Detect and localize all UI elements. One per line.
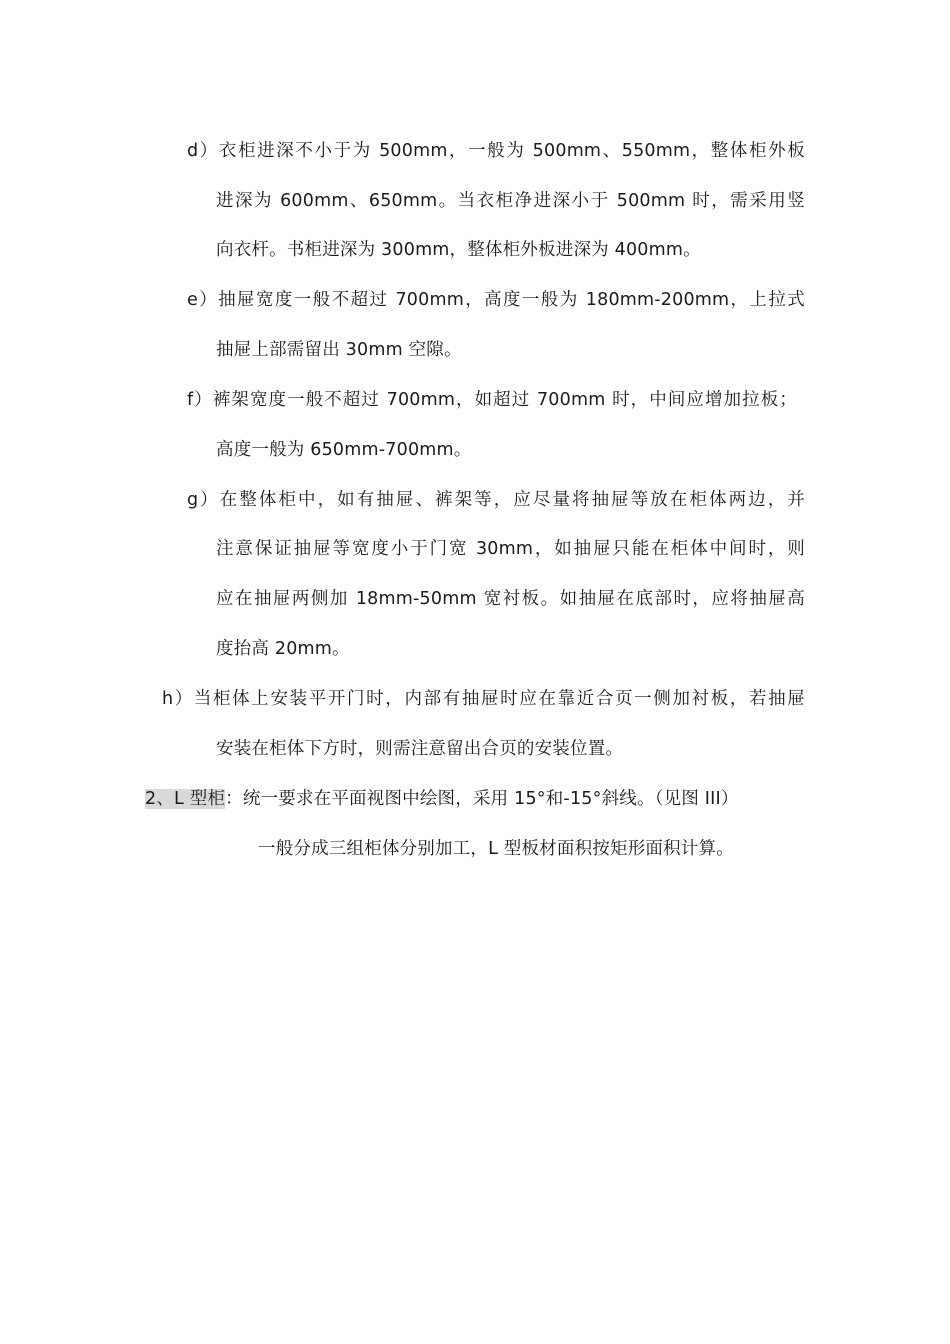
item-g-line-1: g）在整体柜中，如有抽屉、裤架等，应尽量将抽屉等放在柜体两边，并 <box>187 490 805 510</box>
item-f-line-1: f）裤架宽度一般不超过 700mm，如超过 700mm 时，中间应增加拉板； <box>187 390 797 410</box>
item-e-line-1: e）抽屉宽度一般不超过 700mm，高度一般为 180mm-200mm，上拉式 <box>187 290 805 310</box>
item-h-line-1: h）当柜体上安装平开门时，内部有抽屉时应在靠近合页一侧加衬板，若抽屉 <box>162 689 805 709</box>
section-2-line-1 <box>145 787 739 811</box>
item-f-line-2: 高度一般为 650mm-700mm。 <box>216 440 472 460</box>
section-2-line-1-text: ：统一要求在平面视图中绘图，采用 15°和-15°斜线。（见图 III） <box>225 789 739 809</box>
section-2-heading: 2、L 型柜 <box>145 789 226 809</box>
item-g-line-2: 注意保证抽屉等宽度小于门宽 30mm，如抽屉只能在柜体中间时，则 <box>216 539 805 559</box>
item-g-line-4: 度抬高 20mm。 <box>216 639 350 659</box>
item-d-line-1: d）衣柜进深不小于为 500mm，一般为 500mm、550mm，整体柜外板 <box>187 141 805 161</box>
item-e-line-2: 抽屉上部需留出 30mm 空隙。 <box>216 340 462 360</box>
item-d-line-3: 向衣杆。书柜进深为 300mm，整体柜外板进深为 400mm。 <box>216 240 701 260</box>
item-g-line-3: 应在抽屉两侧加 18mm-50mm 宽衬板。如抽屉在底部时，应将抽屉高 <box>216 589 805 609</box>
section-2-line-2: 一般分成三组柜体分别加工，L 型板材面积按矩形面积计算。 <box>258 839 734 859</box>
item-h-line-2: 安装在柜体下方时，则需注意留出合页的安装位置。 <box>216 739 624 759</box>
item-d-line-2: 进深为 600mm、650mm。当衣柜净进深小于 500mm 时，需采用竖 <box>216 191 805 211</box>
